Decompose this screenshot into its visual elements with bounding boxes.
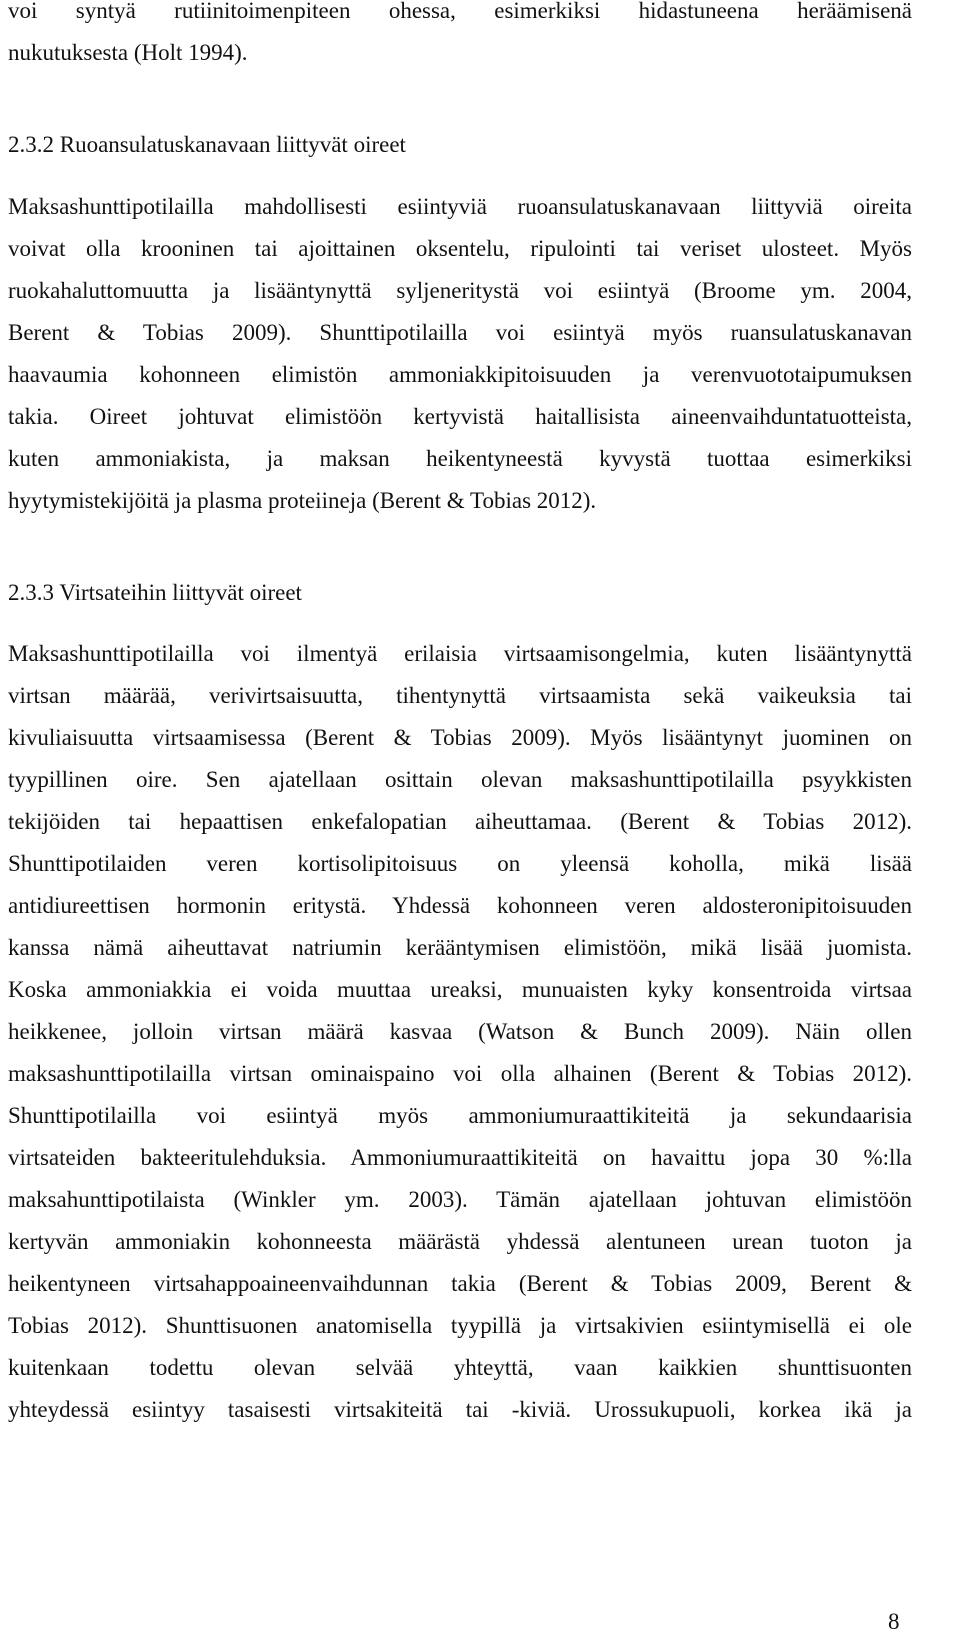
- paragraph-line: kertyvän ammoniakin kohonneesta määrästä yhdessä alentuneen urean tuoton ja: [8, 1229, 912, 1254]
- paragraph-line: nukutuksesta (Holt 1994).: [8, 40, 248, 65]
- paragraph-line: hyytymistekijöitä ja plasma proteiineja (Berent & Tobias 2012).: [8, 488, 597, 513]
- paragraph-line: virtsateiden bakteeritulehduksia. Ammoniumuraattikiteitä on havaittu jopa 30 %:lla: [8, 1145, 912, 1170]
- paragraph-line: kanssa nämä aiheuttavat natriumin kerääntymisen elimistöön, mikä lisää juomista.: [8, 935, 912, 960]
- paragraph-line: yhteydessä esiintyy tasaisesti virtsakiteitä tai -kiviä. Urossukupuoli, korkea ikä ja: [8, 1397, 912, 1422]
- paragraph-line: Maksashunttipotilailla mahdollisesti esiintyviä ruoansulatuskanavaan liittyviä oireita: [8, 194, 912, 219]
- paragraph-line: antidiureettisen hormonin eritystä. Yhdessä kohonneen veren aldosteronipitoisuuden: [8, 893, 912, 918]
- paragraph-line: Berent & Tobias 2009). Shunttipotilailla voi esiintyä myös ruansulatuskanavan: [8, 320, 912, 345]
- section-heading-2-3-2: 2.3.2 Ruoansulatuskanavaan liittyvät oireet: [8, 132, 406, 157]
- paragraph-line: heikentyneen virtsahappoaineenvaihdunnan takia (Berent & Tobias 2009, Berent &: [8, 1271, 912, 1296]
- paragraph-line: voivat olla krooninen tai ajoittainen oksentelu, ripulointi tai veriset ulosteet. Myös: [8, 236, 912, 261]
- paragraph-line: tekijöiden tai hepaattisen enkefalopatian aiheuttamaa. (Berent & Tobias 2012).: [8, 809, 912, 834]
- paragraph-line: kuten ammoniakista, ja maksan heikentyneestä kyvystä tuottaa esimerkiksi: [8, 446, 912, 471]
- page-number: 8: [888, 1609, 900, 1634]
- paragraph-line: maksahunttipotilaista (Winkler ym. 2003). Tämän ajatellaan johtuvan elimistöön: [8, 1187, 912, 1212]
- paragraph-line: tyypillinen oire. Sen ajatellaan osittain olevan maksashunttipotilailla psyykkisten: [8, 767, 912, 792]
- paragraph-line: Tobias 2012). Shunttisuonen anatomisella tyypillä ja virtsakivien esiintymisellä ei ole: [8, 1313, 912, 1338]
- paragraph-line: kuitenkaan todettu olevan selvää yhteyttä, vaan kaikkien shunttisuonten: [8, 1355, 912, 1380]
- paragraph-line: Koska ammoniakkia ei voida muuttaa ureaksi, munuaisten kyky konsentroida virtsaa: [8, 977, 912, 1002]
- paragraph-line: maksashunttipotilailla virtsan ominaispaino voi olla alhainen (Berent & Tobias 2012).: [8, 1061, 912, 1086]
- section-heading-2-3-3: 2.3.3 Virtsateihin liittyvät oireet: [8, 580, 302, 605]
- paragraph-line: kivuliaisuutta virtsaamisessa (Berent & Tobias 2009). Myös lisääntynyt juominen on: [8, 725, 912, 750]
- paragraph-line: virtsan määrää, verivirtsaisuutta, tihentynyttä virtsaamista sekä vaikeuksia tai: [8, 683, 912, 708]
- paragraph-line: takia. Oireet johtuvat elimistöön kertyvistä haitallisista aineenvaihduntatuotteista,: [8, 404, 912, 429]
- paragraph-line: haavaumia kohonneen elimistön ammoniakkipitoisuuden ja verenvuototaipumuksen: [8, 362, 912, 387]
- paragraph-line: Shunttipotilaiden veren kortisolipitoisuus on yleensä koholla, mikä lisää: [8, 851, 912, 876]
- paragraph-line: Shunttipotilailla voi esiintyä myös ammoniumuraattikiteitä ja sekundaarisia: [8, 1103, 912, 1128]
- paragraph-line: heikkenee, jolloin virtsan määrä kasvaa (Watson & Bunch 2009). Näin ollen: [8, 1019, 912, 1044]
- paragraph-line: Maksashunttipotilailla voi ilmentyä erilaisia virtsaamisongelmia, kuten lisääntynyttä: [8, 641, 912, 666]
- paragraph-line: ruokahaluttomuutta ja lisääntynyttä syljeneritystä voi esiintyä (Broome ym. 2004,: [8, 278, 912, 303]
- paragraph-line: voi syntyä rutiinitoimenpiteen ohessa, esimerkiksi hidastuneena heräämisenä: [8, 0, 912, 23]
